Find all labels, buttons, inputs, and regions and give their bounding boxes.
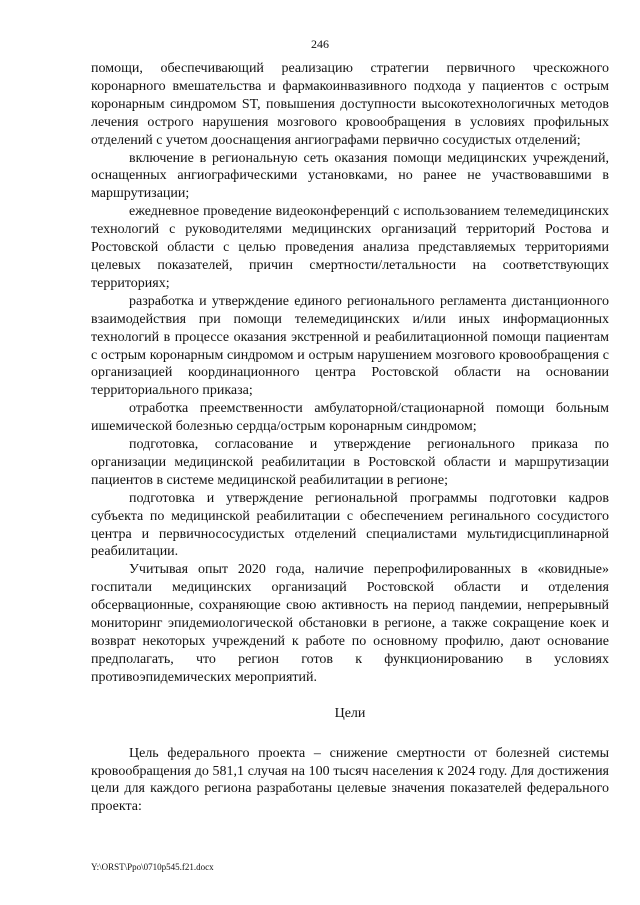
paragraph: подготовка и утверждение региональной программы подготовки кадров субъекта по медицинской реабилитации с обеспечением регинального сосудистого центра и первичнососудистых отделений специалистами мультидисциплинарной реабилитации. xyxy=(91,490,609,560)
paragraph: помощи, обеспечивающий реализацию стратегии первичного чрескожного коронарного вмешательства и фармакоинвазивного подхода у пациентов с острым коронарным синдромом ST, повышения доступности высокотехнологичных методов лечения острого нарушения мозгового кровообращения в условиях профильных отделений с учетом дооснащения ангиографами первично сосудистых отделений; xyxy=(91,61,609,148)
paragraph: включение в региональную сеть оказания помощи медицинских учреждений, оснащенных ангиографическими установками, но ранее не участвовавшими в маршрутизации; xyxy=(91,150,609,202)
paragraph: отработка преемственности амбулаторной/стационарной помощи больным ишемической болезнью сердца/острым коронарным синдромом; xyxy=(91,401,609,435)
footer-file-path: Y:\ORST\Ppo\0710p545.f21.docx xyxy=(91,862,214,872)
section-heading: Цели xyxy=(334,705,366,721)
paragraph: ежедневное проведение видеоконференций с использованием телемедицинских технологий с руководителями медицинских организаций территорий Ростова и Ростовской области с целью проведения анализа представляемых территориями целевых показателей, причин смертности/летальности на соответствующих территориях; xyxy=(91,204,609,291)
document-body xyxy=(91,60,609,816)
paragraph: подготовка, согласование и утверждение регионального приказа по организации медицинской реабилитации в Ростовской области и маршрутизации пациентов в системе медицинской реабилитации в регионе; xyxy=(91,437,609,488)
paragraph: Учитывая опыт 2020 года, наличие перепрофилированных в «ковидные» госпитали медицинских организаций Ростовской области и отделения обсервационные, сохраняющие свою активность на период пандемии, непрерывный мониторинг эпидемиологической обстановки в регионе, а также сокращение коек и возврат некоторых учреждений к работе по основному профилю, дают основание предполагать, что регион готов к функционированию в условиях противоэпидемических мероприятий. xyxy=(91,562,609,685)
paragraph: Цель федерального проекта – снижение смертности от болезней системы кровообращения до 581,1 случая на 100 тысяч населения к 2024 году. Для достижения цели для каждого региона разработаны целевые значения показателей федерального проекта: xyxy=(91,745,609,815)
page-number: 246 xyxy=(311,37,329,51)
paragraph: разработка и утверждение единого регионального регламента дистанционного взаимодействия при помощи телемедицинских и/или иных информационных технологий в процессе оказания экстренной и реабилитационной помощи пациентам с острым коронарным синдромом и острым нарушением мозгового кровообращения с организацией координационного центра Ростовской области на основании территориального приказа; xyxy=(91,293,609,399)
